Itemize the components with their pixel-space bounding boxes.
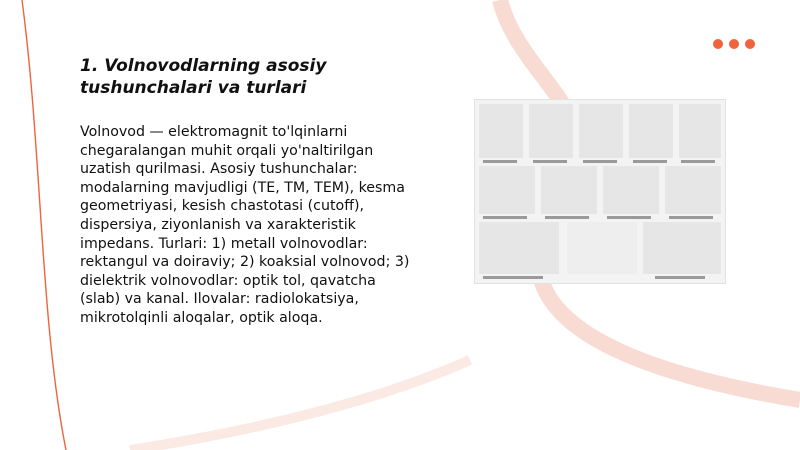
caption-mark [533, 160, 567, 163]
caption-mark [655, 276, 705, 279]
dot-3 [745, 39, 755, 49]
slide-body: Volnovod — elektromagnit to'lqinlarni chegaralangan muhit orqali yo'naltirilgan uzatish qurilmasi. Asosiy tushunchalar: modalarning mavjudligi (TE, TM, TEM), kesma geometriyasi, kesish chastotasi (cutoff), dispersiya, ziyonlanish va xarakteristik impedans. Turlari: 1) metall volnovodlar: rektangul va doiraviy; 2) koaksial volnovod; 3) dielektrik volnovodlar: optik tol, qavatcha (slab) va kanal. Ilovalar: radiolokatsiya, mikrotolqinli aloqalar, optik aloqa. [80, 124, 410, 326]
dot-2 [729, 39, 739, 49]
caption-mark [545, 216, 589, 219]
photo-cell [643, 222, 721, 274]
caption-mark [607, 216, 651, 219]
photo-cell [665, 166, 721, 214]
photo-cell [479, 104, 523, 158]
photo-cell [479, 222, 559, 274]
photo-cell [679, 104, 721, 158]
caption-mark [633, 160, 667, 163]
photo-cell [529, 104, 573, 158]
caption-mark [483, 216, 527, 219]
bottom-arc [130, 360, 470, 450]
photo-cell [579, 104, 623, 158]
photo-cell [629, 104, 673, 158]
caption-mark [483, 160, 517, 163]
more-dots-icon [713, 39, 755, 49]
caption-mark [483, 276, 543, 279]
waveguide-components-photo [474, 99, 726, 284]
slide-title: 1. Volnovodlarning asosiy tushunchalari va turlari [80, 56, 327, 98]
caption-mark [583, 160, 617, 163]
caption-mark [669, 216, 713, 219]
photo-cell [541, 166, 597, 214]
photo-cell [567, 222, 637, 274]
photo-cell [603, 166, 659, 214]
photo-cell [479, 166, 535, 214]
left-arc [22, 0, 66, 450]
caption-mark [681, 160, 715, 163]
dot-1 [713, 39, 723, 49]
